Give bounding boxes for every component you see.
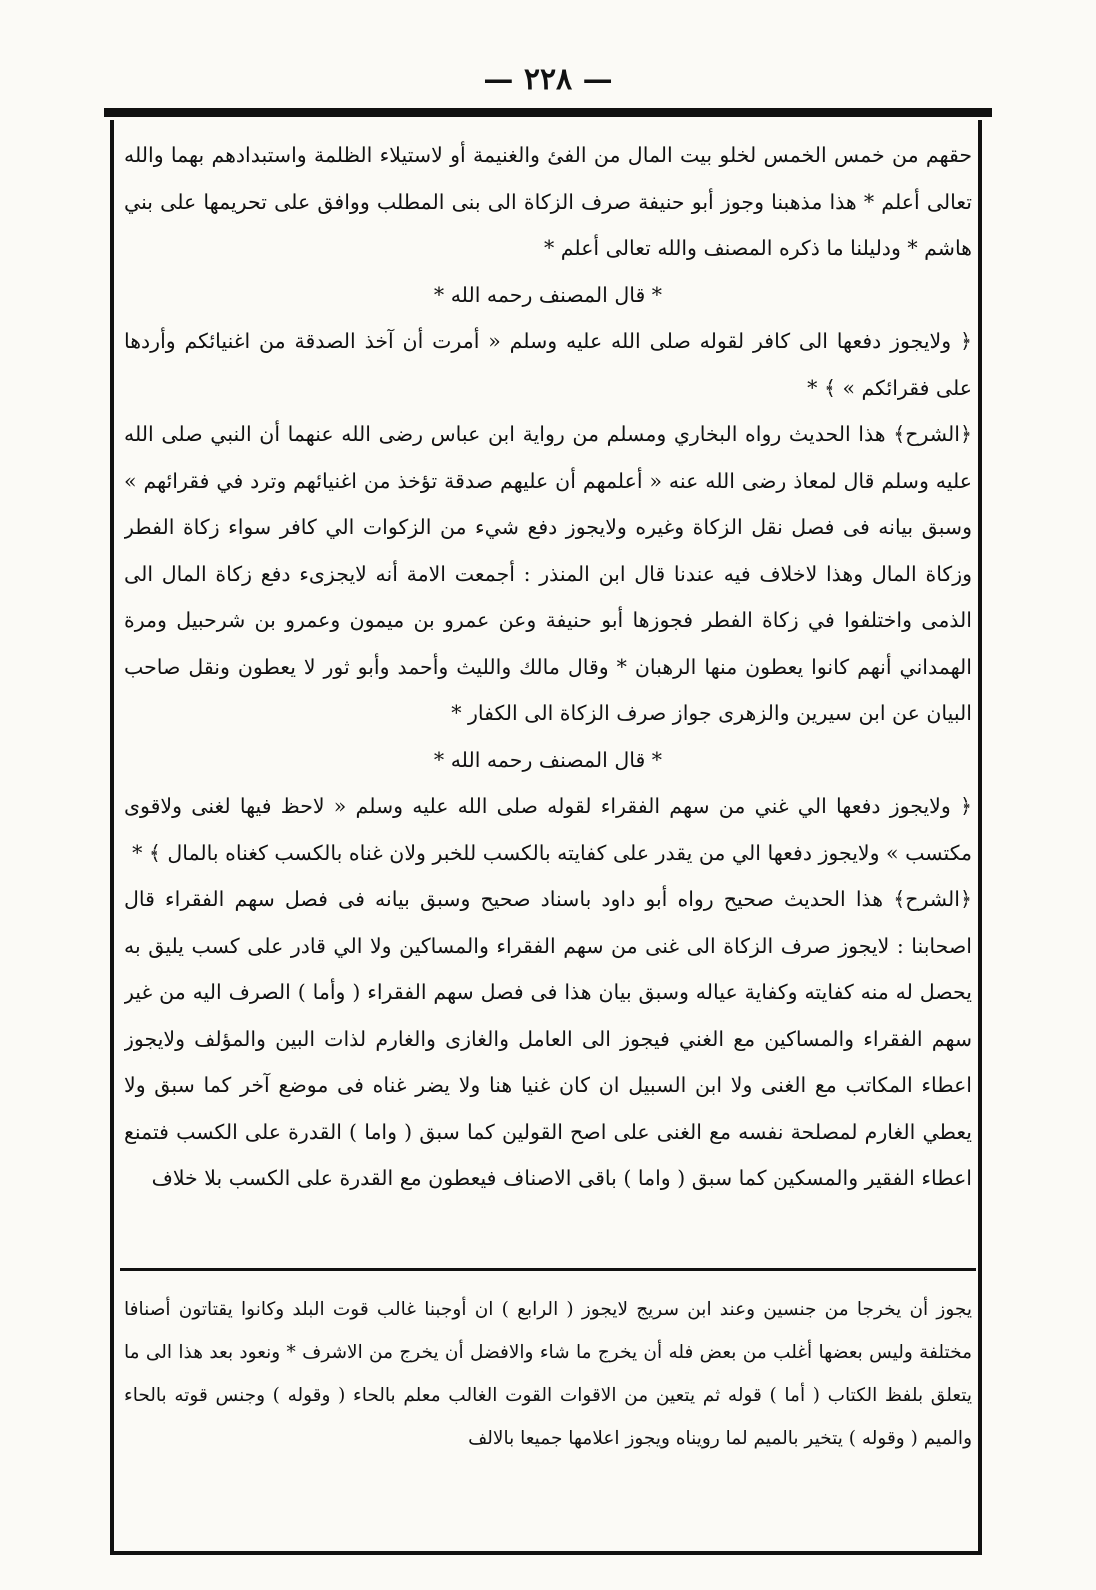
matn-paragraph: ﴿ ولايجوز دفعها الى كافر لقوله صلى الله عليه وسلم « أمرت أن آخذ الصدقة من اغنيائكم وأردها على فقرائكم » ﴾ * xyxy=(124,329,972,400)
page-number: — ٢٢٨ — xyxy=(483,62,613,97)
author-heading: * قال المصنف رحمه الله * xyxy=(433,282,663,307)
paragraph-continuation: حقهم من خمس الخمس لخلو بيت المال من الفئ والغنيمة أو لاستيلاء الظلمة واستبدادهم بهما والله تعالى أعلم * هذا مذهبنا وجوز أبو حنيفة صرف الزكاة الى بنى المطلب ووافق على تحريمها على بني هاشم * ودليلنا ما ذكره المصنف والله تعالى أعلم * xyxy=(124,143,972,260)
footnote-text: يجوز أن يخرجا من جنسين وعند ابن سريج لايجوز ( الرابع ) ان أوجبنا غالب قوت البلد وكانوا يقتاتون أصنافا مختلفة وليس بعضها أغلب من بعض فله أن يخرج ما شاء والافضل أن يخرج من الاشرف * ونعود بعد هذا الى ما يتعلق بلفظ الكتاب ( أما ) قوله ثم يتعين من الاقوات القوت الغالب معلم بالحاء ( وقوله ) وجنس قوته بالحاء والميم ( وقوله ) يتخير بالميم لما رويناه ويجوز اعلامها جميعا بالالف xyxy=(124,1299,972,1449)
matn-paragraph: ﴿ ولايجوز دفعها الي غني من سهم الفقراء لقوله صلى الله عليه وسلم « لاحظ فيها لغنى ولاقوى مكتسب » ولايجوز دفعها الي من يقدر على كفايته بالكسب للخبر ولان غناه بالكسب كغناه بالمال ﴾ * xyxy=(124,794,972,865)
top-rule xyxy=(104,108,992,117)
footnote-section xyxy=(124,1288,972,1538)
author-heading: * قال المصنف رحمه الله * xyxy=(433,747,663,772)
footnote-divider xyxy=(120,1268,976,1271)
sharh-paragraph: ﴿الشرح﴾ هذا الحديث رواه البخاري ومسلم من رواية ابن عباس رضى الله عنهما أن النبي صلى الله عليه وسلم قال لمعاذ رضى الله عنه « أعلمهم أن عليهم صدقة تؤخذ من اغنيائهم وترد في فقرائهم » وسبق بيانه فى فصل نقل الزكاة وغيره ولايجوز دفع شيء من الزكوات الي كافر سواء زكاة الفطر وزكاة المال وهذا لاخلاف فيه عندنا قال ابن المنذر : أجمعت الامة أنه لايجزىء دفع زكاة المال الى الذمى واختلفوا في زكاة الفطر فجوزها أبو حنيفة وعن عمرو بن ميمون وعمرو بن شرحبيل ومرة الهمداني أنهم كانوا يعطون منها الرهبان * وقال مالك والليث وأحمد وأبو ثور لا يعطون ونقل صاحب البيان عن ابن سيرين والزهرى جواز صرف الزكاة الى الكفار * xyxy=(124,422,972,725)
sharh-paragraph: ﴿الشرح﴾ هذا الحديث صحيح رواه أبو داود باسناد صحيح وسبق بيانه فى فصل سهم الفقراء قال اصحابنا : لايجوز صرف الزكاة الى غنى من سهم الفقراء والمساكين ولا الي قادر على كسب يليق به يحصل له منه كفايته وكفاية عياله وسبق بيان هذا فى فصل سهم الفقراء ( وأما ) الصرف اليه من غير سهم الفقراء والمساكين مع الغني فيجوز الى العامل والغازى والغارم لذات البين والمؤلف ولايجوز اعطاء المكاتب مع الغنى ولا ابن السبيل ان كان غنيا هنا ولا يضر غناه فى موضع آخر كما سبق ولا يعطي الغارم لمصلحة نفسه مع الغنى على اصح القولين كما سبق ( واما ) القدرة على الكسب فتمنع اعطاء الفقير والمسكين كما سبق ( واما ) باقى الاصناف فيعطون مع القدرة على الكسب بلا خلاف xyxy=(124,887,972,1190)
main-text xyxy=(124,132,972,1262)
